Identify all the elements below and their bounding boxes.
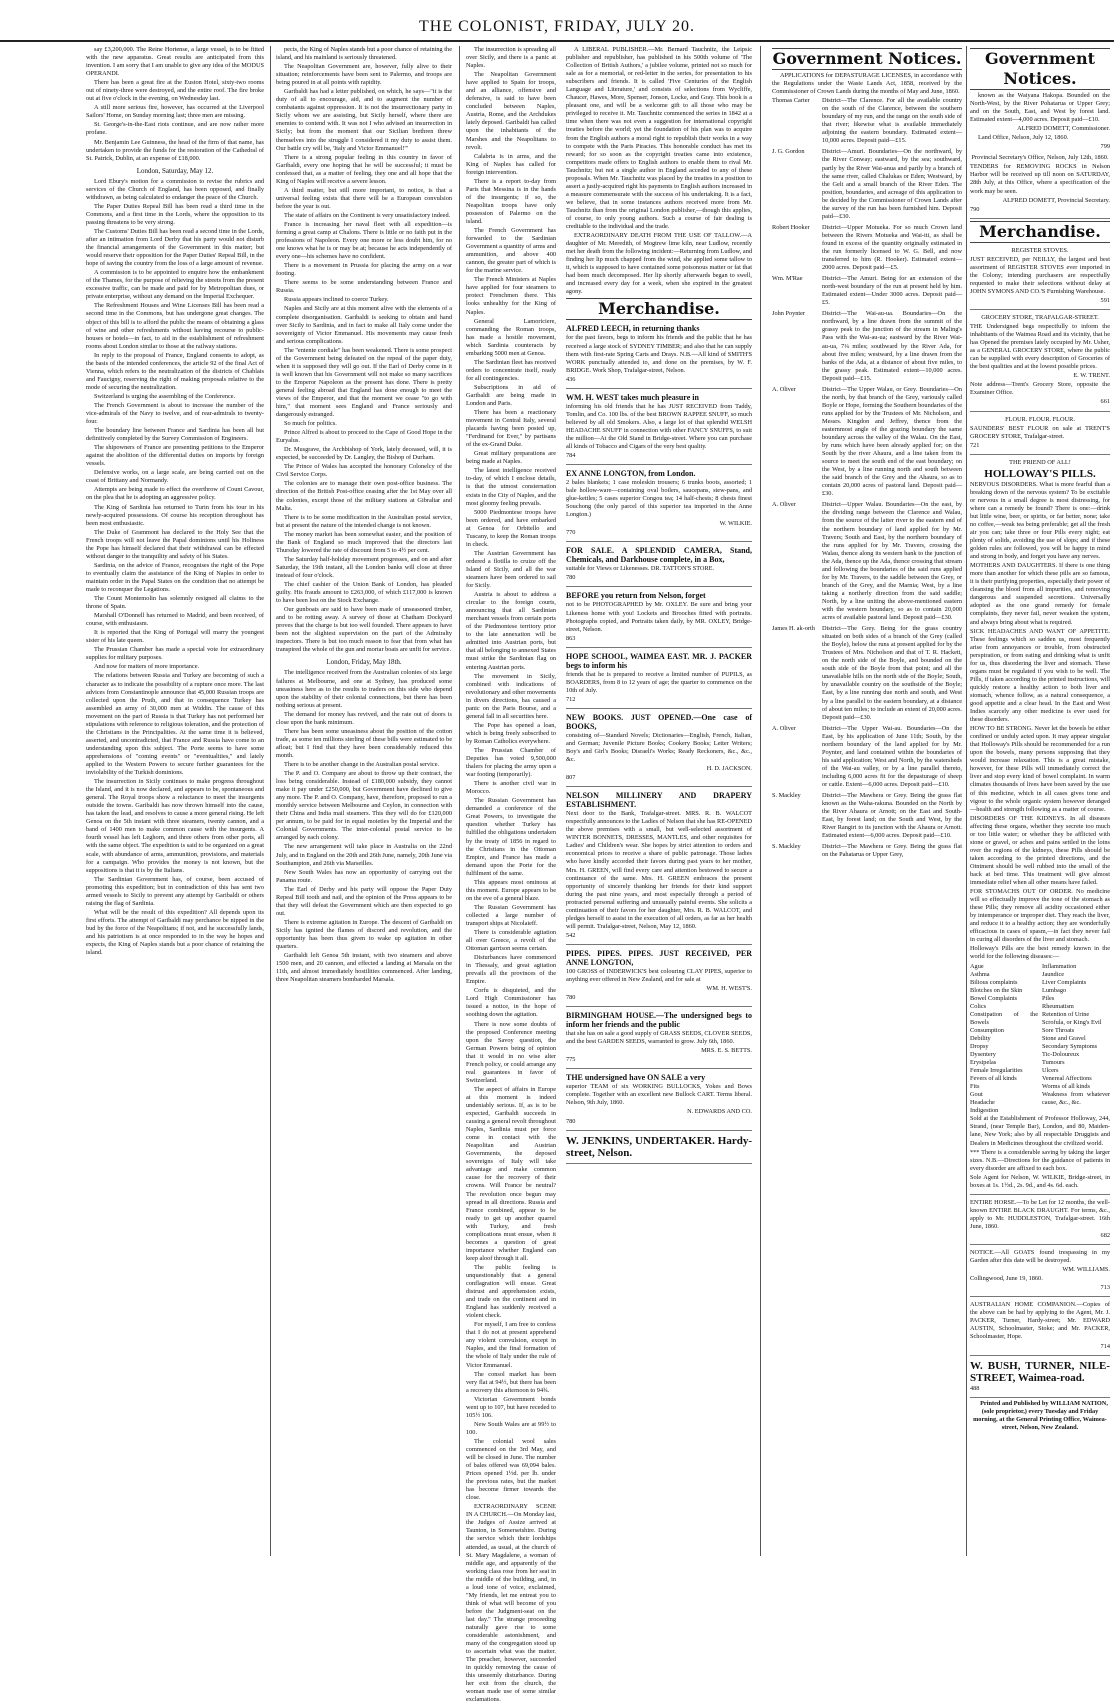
paragraph: Attempts are being made to effect the overthrow of Count Cavour, on the plea that he is adopting an aggressive policy. xyxy=(86,486,264,502)
disease-list-right xyxy=(1042,963,1110,1116)
license-entry xyxy=(772,386,962,499)
ad-title: BEFORE you return from Nelson, forget xyxy=(566,591,706,601)
ad-body: 2 bales blankets; 1 case moleskin trousers; 6 trunks boots, assorted; 1 bale hollow-ware—containing oval boilers, saucepans, stew-pans, and glue-kettles; 5 cases superior Congou tea; 14 half-chests; 8 chests finest Souchong (the only parcel of this superior tea imported in the Anne Longton.) xyxy=(566,479,752,519)
column-rule xyxy=(966,46,967,1556)
paragraph: There is considerable agitation all over Greece, a revolt of the Ottoman garrison seems certain. xyxy=(466,929,556,953)
disease-item: Jaundice xyxy=(1042,970,1065,978)
goats-signature: WM. WILLIAMS. xyxy=(1062,1266,1110,1274)
paragraph: MOTHERS AND DAUGHTERS. If there is one thing more than another for which these pills are so famous, it is their purifying properties, especially their power of cleansing the blood from all impurities, and removing dangerous and suspended secretions. Universally adopted as the one grand remedy for female complaints, they never fail, never weaken the system, and always bring about what is required. xyxy=(970,562,1110,626)
australian-home-ad xyxy=(970,1299,1110,1355)
government-notices-heading-2: Government Notices. xyxy=(970,48,1110,90)
paragraph: Garibaldi left Genoa 5th instant, with two steamers and above 1500 men, and 20 cannon, and effected a landing at Marsala on the 11th, and almost immediately hostilities commenced. After landing, three Neapolitan steamers bombarded Marsala. xyxy=(276,952,452,984)
paragraph: The insurrection in Sicily continues to make progress throughout the Island, and it is now declared, and appears to be, spontaneous and general. The Royal troops show a reluctance to meet the insurgents outside the towns. Garibaldi has now thrown himself into the cause, has taken the lead, and resolves to cause a more general rising. He left Genoa on the 5th instant with three steamers, twenty cannon, and a band of 1400 men to make common cause with the insurgents. A fourth vessel has left Leghorn, and three others from other ports, all with the same object. The expedition is said to be organized on a great scale, with abundance of arms, ammunition, provisions, and materials for a campaign. Who provides the money is not known, but the suppositions is that it is by the Italians. xyxy=(86,778,264,874)
paragraph: FOR STOMACHS OUT OF ORDER. No medicine will so effectually improve the tone of the stomach as these Pills; they remove all acidity occasioned either by intemperance or improper diet. They reach the liver, and reduce it to a healthy action; they are wonderfully efficacious in cases of spasm,—in fact they never fail in curing all disorders of the liver and stomach. xyxy=(970,888,1110,944)
paragraph: For myself, I am free to confess that I do not at present apprehend any violent convulsion, except in Naples, and the final formation of the whole of Italy under the rule of Victor Emmanuel. xyxy=(466,1321,556,1369)
paragraph: New South Wales are at 99½ to 100. xyxy=(466,1420,556,1436)
paragraph: In reply to the proposal of France, England consents to adopt, as the basis of the intended conferences, the article 92 of the final Act of Vienna, which refers to the neutralization of the districts of Chablais and Faucigny, reserving the right of making proposals relative to the mode of securing the neutralization. xyxy=(86,351,264,391)
ad-signature: N. EDWARDS AND CO. xyxy=(687,1108,752,1116)
holloway-sold: Sold at the Establishment of Professor Holloway, 244, Strand, (near Temple Bar), London, and 80, Maiden-lane, New York; also by all respectable Druggists and Dealers in Medicines throughout the civilized world. xyxy=(970,1115,1110,1147)
paragraph: DISORDERS OF THE KIDNEYS. In all diseases affecting these organs, whether they secrete too much or too little water; or whether they be afflicted with stone or gravel, or aches and pains settled in the loins over the regions of the kidneys, these Pills should be taken according to the printed directions, and the Ointment should be well rubbed into the small of the back at bed time. This treatment will give almost immediate relief when all other means have failed. xyxy=(970,814,1110,887)
prov-office: Provincial Secretary's Office, Nelson, July 12th, 1860. xyxy=(971,154,1109,162)
paragraph: Great military preparations are being made at Naples. xyxy=(466,450,556,466)
paragraph: And now for matters of more importance. xyxy=(94,663,200,671)
col3-paras xyxy=(466,46,556,1502)
section-heading: London, Saturday, May 12. xyxy=(136,166,214,175)
paragraph: Victorian Government bonds went up to 107, but have receded to 105½ 106. xyxy=(466,1395,556,1419)
paragraph: The French Ministers at Naples have applied for four steamers to protect Frenchmen there. This looks unhealthy for the King of Naples. xyxy=(466,276,556,316)
entire-text: ENTIRE HORSE.—To be Let for 12 months, the well-known ENTIRE BLACK DRAUGHT. For terms, &c., apply to Mr. HUDDLESTON, Trafalgar-street. 16th June, 1860. xyxy=(970,1198,1110,1230)
disease-list-left xyxy=(970,963,1038,1116)
jenkins-text: W. JENKINS, UNDERTAKER. Hardy-street, Nelson. xyxy=(566,1134,752,1159)
applicant-text: District—Upper Walau. Boundaries—On the east, by the dividing range between the Clarence and Walau, from the source of the latter river to the eastern end of the northern boundary of land applied for by Mr. Travers; South and East, by the northern boundary of the runs applied for by Mr. Travers, crossing the Walau, thence along its western bank to the junction of the Ada, thence up the Ada, thence crossing that stream and following the boundaries of the said runs applied for by Mr. Travers, to the saddle between the Grey, or branch of the Grey, and the Marnia; West, by a line taking a northerly direction from the said saddle; North, by a line uniting the above-mentioned eastern with the western boundary, so as to contain 20,000 acres of available pastoral land. Deposit paid—£30. xyxy=(822,501,962,622)
ad-number: 682 xyxy=(1100,1232,1110,1239)
col2-paras xyxy=(276,46,452,654)
paragraph: The relations between Russia and Turkey are becoming of such a character as to indicate the possibility of a rupture once more. The last advices from Constantinople announce that 45,000 Russian troops are collected upon the Pruth, and that in consequence Turkey has assembled an army of 30,000 men at Widdin. The cause of this movement on the part of Russia is that Turkey has not performed her stipulations with reference to religious toleration, and the protection of the Christians in the Principalities. At the same time it is believed, asserted, and uncontradicted, that France and Russia have come to an understanding upon this subject. The Porte seems to have some apprehensions of "coming events" or "eventualities," and lately applied to the Western Powers to secure further guarantees for the inviolability of the Turkish dominions. xyxy=(86,672,265,777)
disease-item: Constipation of the Bowels xyxy=(970,1010,1038,1026)
ad-number: 780 xyxy=(566,1117,576,1125)
ad-number: 780 xyxy=(566,994,576,1002)
advertisement xyxy=(566,789,752,945)
grocery-heading: GROCERY STORE, TRAFALGAR-STREET. xyxy=(981,313,1099,321)
paragraph: The latest intelligence received to-day, of which I enclose details, is that the utmost consternation exists in the City of Naples, and the most gloomy feeling prevails. xyxy=(466,467,556,507)
column-1 xyxy=(86,46,264,1556)
paragraph: The French Government is about to increase the number of the vice-admirals of the Navy to twelve, and of rear-admirals to twenty-four. xyxy=(86,401,264,426)
aust-text: AUSTRALIAN HOME COMPANION.—Copies of the above can be had by applying to the Agent, Mr. J. PACKER, Turner, Hardy-street; Mr. EDWARD AUSTIN, Schoolmaster, Stoke; and Mr. PACKER, Schoolmaster, Hope. xyxy=(970,1301,1110,1341)
bush-text: W. BUSH, TURNER, NILE-STREET, Waimea-road. xyxy=(970,1359,1110,1384)
applicant-text: District—The Upper Wai-au. Boundaries—On the East, by his application of June 11th; South, by the northern boundary of the land applied for by Mr. Poynter, and land contained within the boundaries of his said application; West and North, by the watersheds of the Wai-au valley, or by a line parallel thereto, including 6,000 acres fit for the depasturage of sheep or cattle. Extent—6,000 acres. Deposit paid—£10. xyxy=(822,724,962,788)
advertisement xyxy=(566,589,752,647)
paragraph: The aspect of affairs in Europe at this moment is indeed undeniably serious. If, as is to be expected, Garibaldi succeeds in causing a general revolt throughout Naples, Sardinia must per force come in contact with the Neapolitan and Austrian Governments, the deposed sovereigns of Italy will take advantage and make common cause for the recovery of their crowns. Will France be neutral? The revolution once begun may spread in all directions. Russia and France combined, appear to be ready to get up another quarrel with Turkey, and fresh complications must ensue, when it becomes a question of great importance whether England can keep aloof through it all. xyxy=(466,1085,556,1262)
holloway-note: *** There is a considerable saving by taking the larger sizes. N.B.—Directions for the guidance of patients in every disorder are affixed to each box. xyxy=(970,1148,1110,1172)
ad-title: HOPE SCHOOL, WAIMEA EAST. MR. J. PACKER begs to inform his xyxy=(566,651,752,670)
paragraph: The Prussian Chamber of Deputies has voted 9,500,000 thalers for placing the army upon a war footing (temporarily). xyxy=(466,746,556,779)
paragraph: What will be the result of this expedition? All depends upon its first efforts. The attempt of Garibaldi may perchance be nipped in the bud by the force of the Neapolitans; if not, and he successfully lands, and his patriotism is at once responded to in the way he hopes and expects, the King of Naples stands but a poor chance of retaining the island. xyxy=(86,908,264,957)
ad-title: THE undersigned have ON SALE a very xyxy=(566,1073,706,1083)
disease-item: Asthma xyxy=(970,970,990,978)
bush-ad xyxy=(970,1358,1110,1398)
paragraph: There is another civil war in Morocco. xyxy=(466,780,556,796)
disease-item: Debility xyxy=(970,1034,991,1042)
paragraph: There is to be another change in the Australian postal service. xyxy=(284,760,440,768)
paragraph: It is reported that the King of Portugal will marry the youngest sister of his late queen. xyxy=(86,629,264,645)
applicant-text: District—Amuri. Boundaries—On the northward, by the River Conway; eastward, by the sea; southward, partly by the River Wai-anua and partly by a branch of the same river, called Chalukas or Eden; Westward, by the Gelt and a small branch of the River Eden. The position, boundaries, and acreage of this application to be decided by the Commissioner of Crown Lands after the survey of the run has been furnished him. Deposit paid—£30. xyxy=(822,148,962,220)
paragraph: The intelligence received from the Australian colonies of six large failures at Melbourne, and one at Sydney, has produced some uneasiness here as to the results to traders on this side who depend upon the stability of their colonial connections, but there has been nothing serious at present. xyxy=(276,669,452,709)
grocery-text: THE Undersigned begs respectfully to inform the inhabitants of the Waimea Road and its vicinity, that he has Opened the premises lately occupied by Mr. Usher, as a GENERAL GROCERY STORE, where the public can be supplied with every description of Groceries of the best qualities and at the lowest possible prices. xyxy=(970,323,1110,371)
advertisement xyxy=(566,650,752,709)
paragraph: Austria is about to address a circular to the foreign courts, announcing that all Sardinian merchant vessels from certain ports of the Piedmontese territory prior to the late annexation will be admitted into Austrian ports, but that all belonging to annexed States must strike the Sardinian flag on entering Austrian ports. xyxy=(466,591,556,671)
disease-item: Indigestion xyxy=(970,1107,999,1115)
paragraph: The chief cashier of the Union Bank of London, has pleaded guilty. His frauds amount to £263,000, of which £117,000 is known to have been lost on the Stock Exchange. xyxy=(276,581,452,605)
paragraph: Dr. Musgrave, the Archbishop of York, lately deceased, will, it is expected, be succeeded by Dr. Langley, the Bishop of Durham. xyxy=(276,446,452,462)
ad-number: 714 xyxy=(1100,1342,1110,1350)
disease-item: Bowel Complaints xyxy=(970,994,1018,1002)
government-notices-heading: Government Notices. xyxy=(772,49,962,68)
advertisement xyxy=(566,1071,752,1130)
disease-item: Ulcers xyxy=(1042,1067,1059,1075)
paragraph: The Russian Government has collected a large number of transport ships at Nicolaieff. xyxy=(466,903,556,927)
paragraph: pects, the King of Naples stands but a poor chance of retaining the island, and his mainland is seriously threatened. xyxy=(276,46,452,62)
ad-body: Next door to the Bank, Trafalgar-street. MRS. R. B. WALCOT respectfully announces to the Ladies of Nelson that she has RE-OPENED the above premises with a small, but well-selected assortment of WINTER BONNETS, DRESSES, MANTLES, and other requisites for Ladies' and Children's wear. She hopes by strict attention to orders and economical prices to receive a share of public patronage. Those ladies who have kindly accorded their favors during past years to her mother, Mrs. H. GREEN, will find every care and attention bestowed to secure a continuance of the same. Mrs. H. GREEN embraces the present opportunity of sincerely thanking her friends for their kind support during the past nine years, and most especially through a period of protracted personal suffering and unusually painful events. She solicits a continuation of their favors for her daughter, Mrs. R. B. WALCOT, and pledges herself to assist in the execution of all orders, as far as her health will permit. Trafalgar-street, Nelson, May 12, 1860. xyxy=(566,810,752,930)
disease-item: Erysipelas xyxy=(970,1059,997,1067)
ad-body: informing his old friends that he has JUST RECEIVED from Taddy, Tomlin, and Co. 100 lbs. of the best BROWN RAPPEE SNUFF, so much believed by all old Smokers. Also, a large lot of that splendid WELSH HEADACHE SNUFF in connection with other FANCY SNUFFS, to suit the million—At the Old Stand in Bridge-street. Where you can purchase all kinds of Tobacco and Cigars of the very best quality. xyxy=(566,402,752,450)
paragraph: The Duke of Grammont has declared to the Holy See that the French troops will not leave the Papal dominions until his Holiness the Pope has himself declared that their withdrawal can be effected without danger to the tranquility and safety of his States. xyxy=(86,528,264,560)
disease-item: Retention of Urine xyxy=(1042,1010,1090,1018)
disease-item: Sore Throats xyxy=(1042,1026,1075,1034)
paragraph: A LIBERAL PUBLISHER.—Mr. Bernard Tauchnitz, the Leipsic publisher and republisher, has published in his 500th volume of 'The Collection of British Authors,' a jubilee volume, printed not so much for sale as for a memorial, or red-letter in the series, for presentation to his subscribers and friends. It is called 'Five Centuries of the English Language and Literature,' and consists of selections from Wycliffe, Chaucer, Hawes, More, Spenser, Jonson, Locke, and Gray. This book is a pleasant one, and will be a welcome gift to all those who may be privileged to receive it. Mr. Tauchnitz commenced the series in 1842 at a time when there was not even a suggestion for international copyright treaties before the world; yet the foundation of his plan was to acquire from the English authors a moral right to republish their works in a way to compete with the Paris Piracies. This honorable conduct has met its reward; for so soon as the copyright treaties came into existence, competitors made offers to English authors to enable them to rival Mr. Tauchnitz; but not a single author in England acceded to any of these proposals. When Mr. Tauchnitz was placed by the treaties in a position to assert a justly-acquired right his payments to English authors increased in a measure commensurate with the success of his undertaking. It is a fact, we believe, that in some instances authors received more from Mr. Tauchnitz than from the original London publisher,—though this applies, of course, to only young authors. Such a course of fair dealing is creditable to the individual and the trade. xyxy=(566,46,752,231)
ad-signature: MRS. E. S. BETTS. xyxy=(701,1047,752,1055)
paragraph: EXTRAORDINARY DEATH FROM THE USE OF TALLOW.—A daughter of Mr. Meredith, of Mogtrew lime kiln, near Ludlow, recently met her death from the following incident:—Returning from Ludlow, and finding her lip much chapped from the wind, she applied some tallow to it, which is supposed to have contained some poisonous matter or fat that had been much decomposed. Her lip shortly afterwards began to swell, and increased every day for a week, when she expired in the greatest agony. xyxy=(566,232,752,296)
paragraph: Mr. Benjamin Lee Guinness, the head of the firm of that name, has undertaken to provide the funds for the restoration of the Cathedral of St. Patrick, Dublin, at an expense of £18,000. xyxy=(86,138,264,162)
license-entry xyxy=(772,310,962,382)
paragraph: So much for politics. xyxy=(284,420,337,428)
paragraph: Holloway's Pills are the best remedy known in the world for the following diseases:— xyxy=(970,945,1110,961)
entire-horse-ad xyxy=(970,1197,1110,1245)
disease-item: Rheumatism xyxy=(1042,1002,1074,1010)
grocery-note: Note address—Trent's Grocery Store, opposite the Examiner Office. xyxy=(970,381,1110,397)
stoves-text: JUST RECEIVED, per NEILLY, the largest and best assortment of REGISTER STOVES ever imported in the Colony; intending purchasers are respectfully requested to make their selections without delay at JOHN SYMONS AND CO.'S Furnishing Warehouse. xyxy=(970,255,1110,295)
paragraph: Russia appears inclined to coerce Turkey. xyxy=(284,296,389,304)
ad-title: PIPES. PIPES. PIPES. JUST RECEIVED, PER ANNE LONGTON, xyxy=(566,948,752,967)
paragraph: Sardinia, on the advice of France, recognises the right of the Pope to eventually claim the assistance of the King of Naples in order to maintain order in the Papal States on the condition that no attempt be made to reconquer the Legations. xyxy=(86,561,264,593)
ad-number: 712 xyxy=(566,695,576,703)
advertisement xyxy=(566,947,752,1007)
paragraph: A still more serious fire, however, has occurred at the Liverpool Sailors' Home, on Sunday morning last; three men are missing. xyxy=(86,104,264,120)
applicant-text: District—The Upper Walau, or Grey. Boundaries—On the north, by that branch of the Grey, variously called Boyle or Hope, forming the Southern boundaries of the runs applied for by the Trustees of Mr. Nicholson, and Messrs. Kingdon and Jeffrey, thence from the easternmost angle of the grazing boundary the same boundary across the valley of the Walau. On the East, by runs which have been already applied for; on the South by the river Ahaura, and a line taken from its source to meet the south end of the east boundary; on the West, by a line running north and south between the said branch of the Grey and the Ahaura, so as to contain 20,000 acres of pastoral land. Deposit paid—£30. xyxy=(822,385,962,498)
paragraph: The insurrection is spreading all over Sicily, and there is a panic at Naples. xyxy=(466,46,556,70)
paragraph: There is a report to-day from Paris that Messina is in the hands of the insurgents; if so, the Neapolitan troops have only possession of Palermo on the island. xyxy=(466,177,556,225)
disease-item: Scrofula, or King's Evil xyxy=(1042,1018,1102,1026)
license-entry xyxy=(772,224,962,272)
ad-number: 775 xyxy=(566,1056,576,1064)
paragraph: The Saturday half-holiday movement progresses, and on and after Saturday, the 19th instant, all the London banks will close at three instead of four o'clock. xyxy=(276,555,452,579)
paragraph: There is now some doubts of the proposed Conference meeting upon the Savoy question, the German Powers being of opinion that it would in no wise alter French policy, or could arrange any real guarantees in favor of Switzerland. xyxy=(466,1020,556,1084)
advertisement xyxy=(566,391,752,465)
paragraph: The Prussian Chamber has made a special vote for extraordinary supplies for military purposes. xyxy=(86,646,264,662)
paragraph: Disturbances have commenced in Thessaly, and great agitation prevails all the provinces of the Empire. xyxy=(466,954,556,986)
paragraph: St. George's-in-the-East riots continue, and are now rather more profane. xyxy=(86,121,264,137)
section-heading: London, Friday, May 18th. xyxy=(326,658,402,667)
disease-item: Dysentery xyxy=(970,1051,996,1059)
stoves-ad xyxy=(970,245,1110,310)
license-entry xyxy=(772,843,962,859)
paragraph: Switzerland is urging the assembling of the Conference. xyxy=(94,392,236,400)
disease-item: Tumours xyxy=(1042,1059,1065,1067)
column-6 xyxy=(970,46,1110,1556)
paragraph: There has been a reactionary movement in Central Italy, several placards having been posted up, "Ferdinand for Ever," by partisans of the ex-Grand Duke. xyxy=(466,409,556,449)
applicant-name: James H. ak-orth xyxy=(772,625,815,633)
disease-item: Inflammation xyxy=(1042,962,1077,970)
paragraph: A commission is to be appointed to enquire how the embankment of the Thames, for the purpose of relieving the streets from the present excessive traffic, can be made and paid for by Metropolitan dues, or private enterprise, without any demand on the Imperial Exchequer. xyxy=(86,269,264,301)
ad-body: consisting of—Standard Novels; Dictionaries—English, French, Italian, and German; Juvenile Picture Books; Cookery Books; Letter Writers; Boy's and Girl's Books; Disraeli's Works; Ready Reckoners, &c., &c., &c. xyxy=(566,731,752,764)
paragraph: There seems to be some understanding between France and Russia. xyxy=(276,279,452,295)
applicant-name: Wm. M'Rae xyxy=(772,275,803,283)
disease-item: Consumption xyxy=(970,1026,1004,1034)
land-office: Land Office, Nelson, July 12, 1860. xyxy=(978,134,1069,142)
column-4 xyxy=(566,46,752,1556)
license-entry xyxy=(772,97,962,145)
paragraph: There is a strong popular feeling in this country in favor of Garibaldi, every one hoping that he will be successful; it must be confessed that, as a matter of feeling, they one and all hope that the King of Naples will receive a severe lesson. xyxy=(276,153,452,185)
paragraph: The colonial wool sales commenced on the 3rd May, and will be closed in June. The number of bales offered was 69,094 bales. Prices opened 1½d. per lb. under the previous rates, but the market has become firmer towards the close. xyxy=(466,1437,556,1502)
flour-heading: FLOUR. FLOUR. FLOUR. xyxy=(1005,415,1075,423)
holloway-ad xyxy=(970,457,1110,1195)
paragraph: The "entente cordiale" has been weakened. There is some prospect of the Government being defeated on the repeal of the paper duty, when it is supposed they will go out. If the Earl of Derby come in it is well known that his Government will not make so many sacrifices to the Emperor Napoleon as the present has done. There is pretty general feeling abroad that England has done enough to meet the views of the Emperor, and that the moment we cease "to go with him," that moment sees England and France seriously and dangerously estranged. xyxy=(276,346,452,419)
goats-text: NOTICE.—All GOATS found trespassing in my Garden after this date will be destroyed. xyxy=(970,1249,1110,1265)
paragraph: Our gunboats are said to have been made of unseasoned timber, and to be rotting away. A survey of those at Chatham Dockyard proves that the charge is but too well founded. There appears to have been not the slightest supervision on the part of the Admiralty inspectors. There is but too much reason to fear that from what has transpired the whole of the gun and mortar boats are unfit for service. xyxy=(276,606,452,654)
applicant-name: S. Mackley xyxy=(772,843,801,851)
ad-body: not to be PHOTOGRAPHED by Mr. OXLEY. Be sure and bring your Likeness home with you! Lockets and Brooches fitted with portraits. Photographs copied, and Portraits taken daily, by MR. OXLEY, Bridge-street, Nelson. xyxy=(566,601,752,633)
friend-of-all: THE FRIEND OF ALL! xyxy=(1009,458,1071,466)
paragraph: There is a movement in Prussia for placing the army on a war footing. xyxy=(276,262,452,278)
paragraph: Lord Ebury's motion for a commission to revise the rubrics and services of the Church of England, has been opposed, and finally withdrawn, as being calculated to endanger the peace of the Church. xyxy=(86,177,264,201)
disease-item: Female Irregularities xyxy=(970,1067,1023,1075)
paragraph: There has been a great fire at the Euston Hotel, sixty-two rooms out of ninety-three were destroyed, and the entire roof. The fire broke out at five o'clock in the evening, on Wednesday last. xyxy=(86,79,264,103)
license-entry xyxy=(772,275,962,307)
holloway-agent: Sole Agent for Nelson, W. WILKIE, Bridge-street, in boxes at 1s. 1½d., 2s. 9d., and 4s. 6d. each. xyxy=(970,1173,1110,1189)
paragraph: The demand for money has revived, and the rate out of doors is close upon the bank minimum. xyxy=(276,710,452,726)
tenders-text: TENDERS for REMOVING ROCKS in Nelson Harbor will be received up till noon on SATURDAY, 28th July, at this Office, where a specification of the work may be seen. xyxy=(970,163,1110,195)
merchandise-heading: Merchandise. xyxy=(566,298,752,320)
column-rule xyxy=(270,46,271,1556)
paragraph: The colonies are to manage their own post-office business. The direction of the British Post-office ceasing after the 1st May over all the colonies, except those of the military stations at Gibraltar and Malta. xyxy=(276,480,452,512)
paragraph: say £3,200,000. The Reine Hortense, a large vessel, is to be fitted with the new apparatus. Great results are anticipated from this invention. I am sorry that I am unable to give any idea of the MODUS OPERANDI. xyxy=(86,46,264,78)
ad-number: 807 xyxy=(566,774,576,782)
grocery-ad xyxy=(970,312,1110,412)
applicant-name: S. Mackley xyxy=(772,792,801,800)
ad-title: ALFRED LEECH, in returning thanks xyxy=(566,324,700,334)
disease-item: Fits xyxy=(970,1083,980,1091)
applicant-text: District—The Clarence. For all the available country on the south of the Clarence, between the southern boundary of my run, and the range on the south side of that river; likewise what is available immediately adjoining the eastern boundary. Estimated extent—10,000 acres. Deposit paid—£15. xyxy=(822,97,962,145)
holloway-paragraphs xyxy=(970,481,1110,962)
applicant-name: A. Oliver xyxy=(772,724,796,732)
disease-item: Stone and Gravel xyxy=(1042,1034,1086,1042)
ad-number: 799 xyxy=(1100,143,1110,151)
disease-item: Weakness from whatever cause, &c., &c. xyxy=(1042,1091,1110,1107)
domett-signature: ALFRED DOMETT, Commissioner. xyxy=(1017,125,1110,133)
goats-ad xyxy=(970,1247,1110,1297)
flour-ad xyxy=(970,414,1110,455)
goats-date: Collingwood, June 19, 1860. xyxy=(970,1275,1043,1283)
ad-number: 436 xyxy=(566,375,576,383)
disease-item: Venereal Affections xyxy=(1042,1075,1092,1083)
advertisement xyxy=(566,544,752,587)
paragraph: New South Wales has now an opportunity of carrying out the Panama route. xyxy=(276,868,452,884)
paragraph: The consol market has been very flat at 94½, but there has been a recovery this afternoon to 94¾. xyxy=(466,1370,556,1394)
advertisement xyxy=(566,711,752,787)
disease-item: Worms of all kinds xyxy=(1042,1083,1090,1091)
flour-text: SAUNDERS' BEST FLOUR on sale at TRENT'S GROCERY STORE, Trafalgar-street. xyxy=(970,424,1110,440)
column-5 xyxy=(772,46,962,1556)
masthead xyxy=(0,0,1114,42)
paragraph: There has been some uneasiness about the position of the cotton trade, as some ten millions sterling of these bills were estimated to be afloat; but I find that they have been considerably reduced this month. xyxy=(276,727,452,759)
paragraph: The boundary line between France and Sardinia has been all but definitively completed by the Survey Commission of Engineers. xyxy=(86,427,264,443)
merchandise-heading-2: Merchandise. xyxy=(970,221,1110,243)
waiyana-continuation: known as the Waiyana Hakopa. Bounded on the North-West, by the River Pohatarua or Upper Grey; and on the South, East, and West by forest land. Estimated extent—4,000 acres. Deposit paid—£10. xyxy=(970,92,1110,124)
paragraph: 5000 Piedmontese troops have been ordered, and have embarked at Genoa for Orbitello and Tuscany, to keep the Roman troops in check. xyxy=(466,508,556,548)
disease-item: Bilious complaints xyxy=(970,978,1018,986)
paragraph: The Paper Duties Repeal Bill has been read a third time in the Commons, and a first time in the Lords, where the opposition to its passing threatens to be very strong. xyxy=(86,202,264,226)
applicant-name: Thomas Carter xyxy=(772,97,810,105)
paragraph: The state of affairs on the Continent is very unsatisfactory indeed. xyxy=(284,211,451,219)
applicant-text: District—Upper Motueka. For so much Crown land between the Rivers Motueka and Wai-iti, as shall be found in excess of the quantity originally estimated in the run formerly licensed to W. G. Bell, and now transferred to him (R. Hooker). Estimated extent—2000 acres. Deposit paid—£5. xyxy=(822,223,962,272)
paragraph: The new arrangement will take place in Australia on the 22nd July, and in England on the 20th and 26th June, namely, 20th June via Southampton, and 26th via Marseilles. xyxy=(276,843,452,867)
paragraph: This appears most ominous at this moment. Europe appears to be on the eve of a general blaze. xyxy=(466,878,556,902)
paragraph: The Sardinian fleet has received orders to concentrate itself, ready for all contingencies. xyxy=(466,358,556,382)
paragraph: The Pope has opened a loan, which is being freely subscribed to by Roman Catholics everywhere. xyxy=(466,721,556,745)
license-entry xyxy=(772,792,962,840)
paragraph: Defensive works, on a large scale, are being carried out on the coast of Brittany and Normandy. xyxy=(86,469,264,485)
col2-paras-2 xyxy=(276,669,452,984)
paragraph: Naples and Sicily are at this moment alive with the elements of a complete disorganisation. Garibaldi is seeking to obtain and hand over Sicily to Sardinia, and in fact to make all Italy come under the sovereignty of Victor Emmanuel. His movements may cause fresh and serious complications. xyxy=(276,305,452,345)
column-rule xyxy=(760,46,761,1556)
ad-number: 591 xyxy=(1100,296,1110,304)
ad-title: NEW BOOKS. JUST OPENED.—One case of BOOKS, xyxy=(566,712,752,731)
paragraph: Subscriptions in aid of Garibaldi are being made in London and Paris. xyxy=(466,383,556,408)
extraordinary-scene: EXTRAORDINARY SCENE IN A CHURCH.—On Monday last, the Judges of Assize arrived at Taunton, in Somersetshire. During the service which their lordships attended, as usual, at the church of St. Mary Magdalene, a woman of middle age, and apparently of the working class rose from her seat in the middle of the building, and, in a loud tone of voice, exclaimed, "My friends, let me entreat you to think of what will become of you before the Judgment-seat on the last day." The strange proceeding naturally gave rise to some considerable astonishment, and many of the congregation stood up to ascertain what was the matter. The preacher, however, succeeded in quickly removing the cause of this unseemly disturbance. During her exit from the church, the woman made use of some similar exclamations. xyxy=(466,1503,557,1704)
ad-body: that she has on sale a good supply of GRASS SEEDS, CLOVER SEEDS, and the best GARDEN SEEDS, warranted to grow. July 6th, 1860. xyxy=(566,1030,752,1046)
paragraph: The Neapolitan Government are, however, fully alive to their situation; reinforcements have been sent to Palermo, and troops are being poured in at all points with rapidity. xyxy=(276,63,452,87)
ad-number: 488 xyxy=(970,1384,980,1392)
ad-number: 713 xyxy=(1100,1284,1110,1292)
advertisement xyxy=(566,1009,752,1069)
advertisement xyxy=(566,467,752,542)
disease-item: Piles xyxy=(1042,994,1055,1002)
paragraph: The public feeling is unquestionably that a general conflagration will ensue. Great distrust and apprehension exists, and trade on the continent and in England has suddenly received a violent check. xyxy=(466,1263,556,1320)
applicant-name: A. Oliver xyxy=(772,501,796,509)
paragraph: General Lamoriciere, commanding the Roman troops, has made a hostile movement, which Sardinia counteracts by embarking 5000 men at Genoa. xyxy=(466,317,556,357)
ad-number: 780 xyxy=(566,574,576,582)
grocery-signature: E. W. TRENT. xyxy=(1073,372,1110,380)
col4-paras xyxy=(566,46,752,296)
ad-title: BIRMINGHAM HOUSE.—The undersigned begs to inform her friends and the public xyxy=(566,1011,752,1030)
ad-number: 542 xyxy=(566,931,576,939)
paragraph: The King of Sardinia has returned to Turin from his tour in his newly-acquired possessions. Of course his reception throughout has been most enthusiastic. xyxy=(86,503,264,527)
disease-item: Tic-Doloureux xyxy=(1042,1051,1080,1059)
ad-number: 770 xyxy=(566,529,576,537)
ad-body: 100 GROSS of INDERWICK'S best colouring CLAY PIPES, superior to anything ever offered in New Zealand, and for sale at xyxy=(566,967,752,983)
paragraph: The Russian Government has demanded a conference of the Great Powers, to investigate the question whether Turkey has fulfilled the obligations undertaken by the treaty of 1856 in regard to the Christians in the Ottoman Empire, and France has made a demand upon the Porte for the fulfilment of the same. xyxy=(466,797,556,877)
jenkins-ad xyxy=(566,1133,752,1164)
applicant-text: District—The Grey. Being for the grass country situated on both sides of a branch of the Grey (called the Boyle), below the runs at present applied for by the Trustees of Mrs. Nicholson and that of T. R. Hackett, on the north side of the Boyle, and bounded on the south side of the Boyle from that point; and all the unavailable hills on the north side of the Boyle; South, by unavailable country on the southside of the Boyle; East, by a line running due north and south, and West by a line parallel to the eastern boundary, at a distance of about ten miles; to include an extent of 20,000 acres. Deposit paid—£30. xyxy=(822,625,962,721)
disease-item: Lumbago xyxy=(1042,986,1067,994)
paragraph: The shipowners of France are presenting petitions to the Emperor against the abolition of the differential duties on imports by foreign vessels. xyxy=(86,444,264,468)
disease-list xyxy=(970,963,1110,1116)
ad-number: 784 xyxy=(566,452,576,460)
paragraph: The money market has been somewhat easier, and the position of the Bank of England so much improved that the directors last Thursday lowered the rate of discount from 5 to 4½ per cent. xyxy=(276,530,452,554)
ad-number: 661 xyxy=(1100,398,1110,406)
ad-number: 790 xyxy=(970,205,980,213)
paragraph: Corfu is disquieted, and the Lord High Commissioner has issued a notice, in the hope of soothing down the agitation. xyxy=(466,987,556,1019)
paragraph: Marshall O'Donnell has returned to Madrid, and been received, of course, with enthusiasm. xyxy=(86,612,264,628)
ad-title: WM. H. WEST takes much pleasure in xyxy=(566,392,699,402)
disease-item: Colics xyxy=(970,1002,987,1010)
paragraph: The Customs' Duties Bill has been read a second time in the Lords, after an intimation from Lord Derby that his party would not disturb the financial arrangements of the Government in this matter; but would reserve their opposition for the Paper Duties' Repeal Bill, in the hope of saving the country from the loss of a large amount of revenue. xyxy=(86,227,264,268)
col1-paras-2 xyxy=(86,178,264,957)
disease-item: Headache xyxy=(970,1099,995,1107)
tenders-ad xyxy=(970,152,1110,218)
paragraph: Garibaldi has had a letter published, on which, he says—"it is the duty of all to encourage, aid, and to augment the number of combatants against oppression. It is not the insurrectionary party in Sicily whom we are assisting, but Sicily herself, where there are enemies to contend with. It was not I who advised an insurrection in Sicily; but from the moment that our Sicilian brethren threw themselves into the struggle I considered it my duty to assist them. Our battle cry will be, 'Italy and Victor Emmanuel!'" xyxy=(276,88,452,152)
paragraph: Prince Alfred is about to proceed to the Cape of Good Hope in the Euryalus. xyxy=(276,429,452,445)
col4-ads xyxy=(566,322,752,1130)
paragraph: The Sardinian Government has, of course, been accused of promoting this expedition; but in contradiction of this has sent two armed vessels to Sicily to prevent any attempt by Garibaldi or others raising the flag of Sardinia. xyxy=(86,875,264,907)
col1-paras xyxy=(86,46,264,163)
paragraph: SICK HEADACHES AND WANT OF APPETITE. These feelings which so sadden us, most frequently arise from annoyances or trouble, from obstructed perspiration, or from eating and drinking what is unfit for us, thus disordering the liver and stomach. These organs must be regulated if you wish to be well. The Pills, if taken according to the printed instructions, will quickly restore a healthy action to both liver and stomach, whence follow, as a natural consequence, a good appetite and a clear head. In the East and West Indies scarcely any other medicine is ever used for these disorders. xyxy=(970,627,1110,724)
paragraph: The Refreshment Houses and Wine Licenses Bill has been read a second time in the Commons, but has undergone great changes. The object of this bill is to afford the public the means of obtaining a glass of wine and other refreshments without having recourse to public-houses or hotels—in fact, to aid in the establishment of refreshment rooms about London similar to those at the railway stations. xyxy=(86,302,264,350)
applicant-name: John Poynter xyxy=(772,310,806,318)
applicant-name: Robert Hooker xyxy=(772,223,810,231)
paragraph: France is increasing her naval fleet with all expedition—is forming a great camp at Chalons. There is little or no faith put in the professions of Napoleon. Every one more or less doubt him, for no one knows what he is or may be at; because he acts independently of every one—his schemes have no confident. xyxy=(276,220,452,261)
disease-item: Dropsy xyxy=(970,1042,989,1050)
paragraph: The Neapolitan Government have applied to Spain for troops, and an alliance, offensive and defensive, is said to have been concluded between Naples, Austria, Rome, and the Archdukes lately deposed. Garibaldi has called upon the inhabitants of the Marshes and the Neapolitans to revolt. xyxy=(466,71,556,151)
ad-signature: WM. H. WEST'S. xyxy=(706,985,752,993)
paragraph: NERVOUS DISORDERS. What is more fearful than a breaking down of the nervous system? To be excitable or nervous in a small degree is most distressing, for where can a remedy be found? There is one:—drink but little wine, beer, or spirits, or far better, none; take no coffee,—weak tea being preferable; get all the fresh air you can; take three or four Pills every night; eat plenty of solids, avoiding the use of slops; and if these golden rules are followed, you will be happy in mind and strong in body, and forget you have any nerves. xyxy=(970,480,1110,561)
applicant-text: District—The Mawhera or Grey. Being the grass flat on the Pahatarua or Upper Grey, xyxy=(822,843,962,859)
column-2 xyxy=(276,46,452,1556)
applicant-name: A. Oliver xyxy=(772,385,796,393)
paragraph: Calabria is in arms, and the King of Naples has called for foreign intervention. xyxy=(466,152,556,176)
applicant-text: District—The Amuri. Being for an extension of the north-west boundary of the run at present held by him. Estimated extent—Under 3000 acres. Deposit paid—£5. xyxy=(822,275,962,307)
tenders-signature: ALFRED DOMETT, Provincial Secretary. xyxy=(1002,196,1110,204)
paragraph: There is to be some modification in the Australian postal service, but at present the nature of the intended change is not known. xyxy=(276,513,452,529)
paragraph: The Austrian Government has ordered a flotilla to cruize off the Island of Sicily, and all the war steamers have been ordered to sail for Sicily. xyxy=(466,549,556,590)
disease-item: Secondary Symptoms xyxy=(1042,1042,1098,1050)
ad-title: NELSON MILLINERY AND DRAPERY ESTABLISHMENT. xyxy=(566,791,752,810)
license-entry xyxy=(772,725,962,789)
applicant-text: District—The Wai-au-ua. Boundaries—On the northward, by a line drawn from the summit of the grassy peak to the junction of the stream in Maling's Pass with the Wai-au-ua; eastward by the River Wai-au-ua, 7¼ miles; southward by the River Ada, for about five miles; westward, by a line drawn from the banks of the Ada, at a distance of about five miles, to the grassy peak. Estimated extent—10,000 acres. Deposit paid—£15. xyxy=(822,310,962,382)
stoves-heading: REGISTER STOVES. xyxy=(1011,246,1069,254)
disease-item: Liver Complaints xyxy=(1042,978,1087,986)
applicant-text: District—The Mawhera or Grey. Being the grass flat known as the Waha-rakuna. Bounded on the North by the River Ahaura or Arnott; on the East and South-East, by forest land; on the South and West, by the River Rangiri to its junction with the Ahaura or Arnott. Estimated extent—6,000 acres. Deposit paid—£10. xyxy=(822,792,962,840)
ad-number: 721 xyxy=(970,441,980,449)
advertisement xyxy=(566,322,752,388)
applicant-name: J. G. Gordon xyxy=(772,148,805,156)
masthead-title: THE COLONIST, FRIDAY, JULY 20. xyxy=(419,18,695,35)
imprint: Printed and Published by WILLIAM NATION, (sole proprietor,) every Tuesday and Friday morning, at the General Printing Office, Waimea-street, Nelson, New Zealand. xyxy=(973,1399,1108,1431)
ad-signature: H. D. JACKSON. xyxy=(706,765,752,773)
disease-item: Gout xyxy=(970,1091,983,1099)
license-entry xyxy=(772,625,962,722)
paragraph: The Count Montemolin has solemnly resigned all claims to the throne of Spain. xyxy=(86,595,264,611)
disease-item: Blotches on the Skin xyxy=(970,986,1023,994)
ad-body: superior TEAM of six WORKING BULLOCKS, Yokes and Bows complete. Together with an excellent new Bullock CART. Terms liberal. Nelson, 9th July, 1860. xyxy=(566,1083,752,1107)
paragraph: There is extreme agitation in Europe. The descent of Garibaldi on Sicily has ignited the flames of discord and revolution, and the opportunity has been thus given to wake up agitation in other quarters. xyxy=(276,918,452,951)
applications-intro: APPLICATIONS for DEPASTURAGE LICENSES, in accordance with the Regulations under the Waste Lands Act, 1858, received by the Commissioner of Crown Lands during the months of May and June, 1860. xyxy=(772,72,962,96)
license-entries xyxy=(772,97,962,859)
ad-body: friends that he is prepared to receive a limited number of PUPILS, as BOARDERS, from 8 to 12 years of age; the quarter to commence on the 10th of July. xyxy=(566,670,752,694)
license-entry xyxy=(772,148,962,220)
holloway-title: HOLLOWAY'S PILLS. xyxy=(984,467,1096,480)
ad-title: FOR SALE. A SPLENDID CAMERA, Stand, Chemicals, and Darkhouse complete, in a Box, xyxy=(566,546,752,565)
ad-title: EX ANNE LONGTON, from London. xyxy=(566,469,696,479)
paragraph: The French Government has forwarded to the Sardinian Government a quantity of arms and ammunition, and above 400 cannon, the greater part of which is for the marine service. xyxy=(466,227,556,275)
license-entry xyxy=(772,501,962,622)
column-rule xyxy=(459,46,460,1556)
paragraph: The P. and O. Company are about to throw up their contract, the loss being considerable. Instead of £180,000 subsidy, they cannot make it pay under £250,000, but Government have declined to give any more. The P. and O. Company, have, therefore, proposed to run a monthly service between Melbourne and Ceylon, in connection with their China and India mail steamers. This they will do for £120,000 per annum, to be paid for in equal moieties by the Imperial and the Colonial Governments. The inter-colonial postal service to be arranged by each colony. xyxy=(276,770,452,842)
disease-item: Fevers of all kinds xyxy=(970,1075,1017,1083)
ad-body: for the past favors, begs to inform his friends and the public that he has received a large stock of SYDNEY TIMBER; and also that he can supply them with first-rate Spring Carts and Drays. N.B.—All kind of SMITH'S WORK punctually attended to, and done on the premises, by W. F. BRIDGE. Work Shop, Trafalgar-street, Nelson. xyxy=(566,334,752,374)
paragraph: A third matter, but still more important, to notice, is that a universal feeling exists that there will be a European convulsion before the year is out. xyxy=(276,186,452,210)
paragraph: The Prince of Wales has accepted the honorary Colonelcy of the Civil Service Corps. xyxy=(276,463,452,479)
paragraph: HOW TO BE STRONG. Never let the bowels be either confined or unduly acted upon. It may appear singular that Holloway's Pills should be recommended for a run upon the bowels, many persons supposing that they would increase relaxation. This is a great mistake, however, for these Pills will immediately correct the liver and stop every kind of bowel complaint. In warm climates thousands of lives have been saved by the use of this medicine, which in all cases gives tone and vigour to the whole organic system however deranged—health and strength following as a matter of course. xyxy=(970,725,1110,813)
ad-signature: W. WILKIE. xyxy=(719,520,752,528)
disease-item: Ague xyxy=(970,962,984,970)
ad-body: suitable for Views or Likenesses. DR. TATTON'S STORE. xyxy=(566,565,715,573)
column-3 xyxy=(466,46,557,1704)
paragraph: The Earl of Derby and his party will oppose the Paper Duty Repeal Bill tooth and nail, and the opinion of the Press appears to be that they will defeat the Government which are then expected to go out. xyxy=(276,885,452,917)
paragraph: The movement in Sicily, combined with indications of revolutionary and other movements in divers directions, has caused a panic on the Paris Bourse, and a general fall in all securities here. xyxy=(466,672,556,720)
ad-number: 863 xyxy=(566,634,576,642)
